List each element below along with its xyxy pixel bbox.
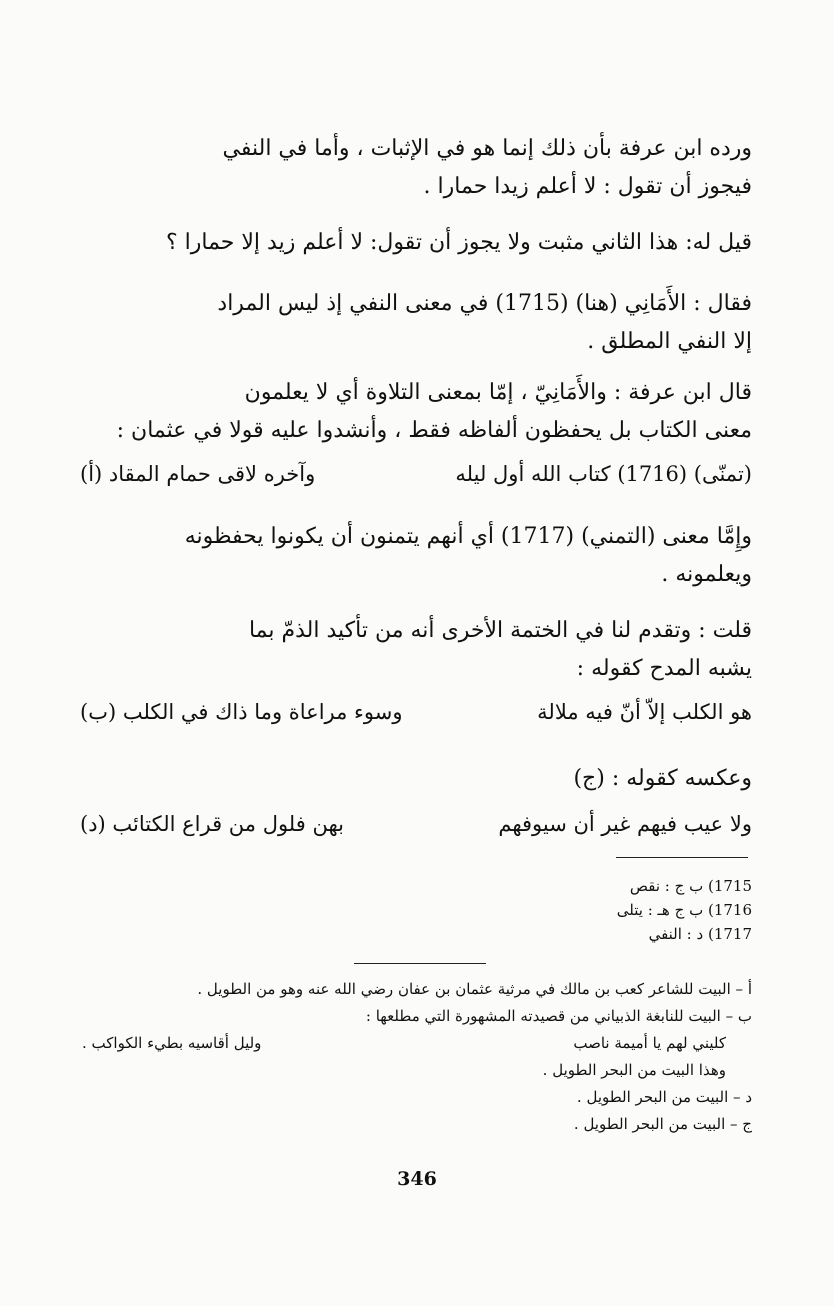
footnotes-separator — [354, 963, 486, 964]
verse-3-first-hemistich: ولا عيب فيهم غير أن سيوفهم — [498, 812, 752, 836]
paragraph-5 — [80, 518, 752, 594]
paragraph-3-line-2: إلا النفي المطلق . — [587, 329, 752, 354]
paragraph-4 — [80, 374, 752, 450]
footnote-a: أ – البيت للشاعر كعب بن مالك في مرثية عثمان بن عفان رضي الله عنه وهو من الطويل . — [197, 980, 752, 998]
variant-notes — [452, 874, 752, 946]
verse-1 — [80, 462, 752, 502]
paragraph-1-line-1: ورده ابن عرفة بأن ذلك إنما هو في الإثبات ، وأما في النفي — [222, 136, 752, 161]
verse-3-second-hemistich: بهن فلول من قراع الكتائب (د) — [80, 812, 344, 836]
paragraph-4-line-2: معنى الكتاب بل يحفظون ألفاظه فقط ، وأنشدوا عليه قولا في عثمان : — [116, 418, 752, 443]
paragraph-1 — [80, 130, 752, 206]
verse-1-first-hemistich: (تمنّى) (1716) كتاب الله أول ليله — [455, 462, 752, 486]
page-number: 346 — [397, 1168, 437, 1190]
paragraph-1-line-2: فيجوز أن تقول : لا أعلم زيدا حمارا . — [423, 174, 752, 199]
paragraph-2-line-1: قيل له: هذا الثاني مثبت ولا يجوز أن تقول: لا أعلم زيد إلا حمارا ؟ — [165, 230, 752, 255]
footnote-b-verse-second: وليل أقاسيه بطيء الكواكب . — [82, 1034, 262, 1052]
paragraph-7-line-1: وعكسه كقوله : (ج) — [573, 766, 752, 791]
footnotes — [72, 976, 752, 1138]
footnote-j: ج – البيت من البحر الطويل . — [573, 1115, 752, 1133]
paragraph-6-line-1: قلت : وتقدم لنا في الختمة الأخرى أنه من تأكيد الذمّ بما — [248, 618, 752, 643]
variant-notes-separator — [616, 857, 748, 858]
verse-3 — [80, 812, 752, 852]
paragraph-7 — [80, 760, 752, 798]
paragraph-6-line-2: يشبه المدح كقوله : — [576, 656, 752, 681]
footnote-b-verse-first: كليني لهم يا أميمة ناصب — [573, 1034, 726, 1052]
footnote-b-line-3: وهذا البيت من البحر الطويل . — [542, 1061, 726, 1079]
paragraph-3 — [80, 285, 752, 361]
paragraph-5-line-2: ويعلمونه . — [661, 562, 752, 587]
paragraph-5-line-1: وإِمَّا معنى (التمني) (1717) أي أنهم يتمنون أن يكونوا يحفظونه — [184, 524, 752, 549]
paragraph-2 — [80, 224, 752, 262]
variant-note-1716: 1716) ب ج هـ : يتلى — [616, 901, 752, 919]
footnote-b-verse — [72, 1030, 726, 1057]
paragraph-3-line-1: فقال : الأَمَانِي (هنا) (1715) في معنى النفي إذ ليس المراد — [217, 291, 752, 316]
verse-2 — [80, 700, 752, 740]
variant-note-1715: 1715) ب ج : نقص — [629, 877, 752, 895]
verse-2-first-hemistich: هو الكلب إلاّ أنّ فيه ملالة — [537, 700, 752, 724]
paragraph-4-line-1: قال ابن عرفة : والأَمَانِيّ ، إمّا بمعنى التلاوة أي لا يعلمون — [244, 380, 752, 405]
footnote-b-line-1: ب – البيت للنابغة الذبياني من قصيدته المشهورة التي مطلعها : — [365, 1007, 752, 1025]
variant-note-1717: 1717) د : النفي — [648, 925, 752, 943]
verse-2-second-hemistich: وسوء مراعاة وما ذاك في الكلب (ب) — [80, 700, 403, 724]
footnote-d: د – البيت من البحر الطويل . — [576, 1088, 752, 1106]
verse-1-second-hemistich: وآخره لاقى حمام المقاد (أ) — [80, 462, 316, 486]
paragraph-6 — [80, 612, 752, 688]
